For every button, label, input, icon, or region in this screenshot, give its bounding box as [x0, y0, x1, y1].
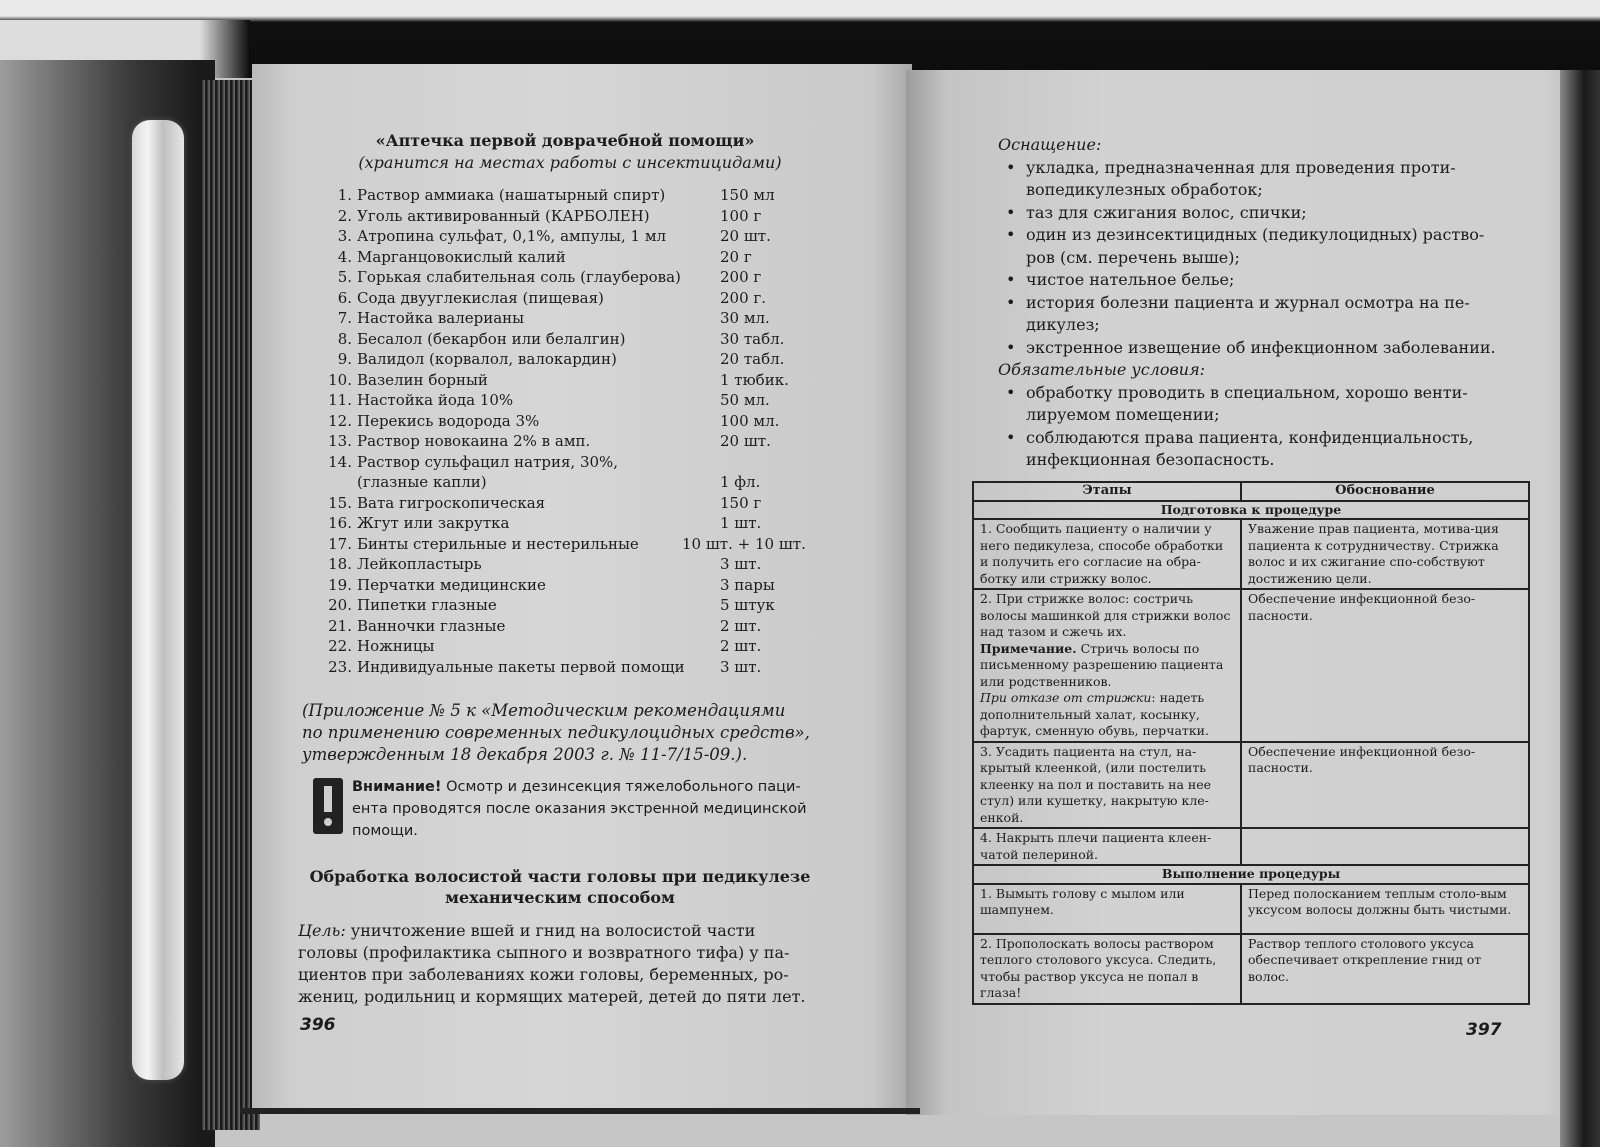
list-item: • чистое нательное белье; — [998, 269, 1498, 292]
kit-title: «Аптечка первой доврачебной помощи» — [375, 131, 755, 150]
step-cell: 1. Вымыть голову с мылом или шампунем. — [973, 884, 1241, 934]
item-quantity: 10 шт. + 10 шт. — [682, 534, 806, 553]
reason-cell: Перед полосканием теплым столо-вым уксусом волосы должны быть чистыми. — [1241, 884, 1529, 934]
item-quantity: 30 мл. — [720, 309, 770, 327]
item-name: Вазелин борный — [357, 370, 488, 389]
item-quantity: 1 тюбик. — [720, 370, 789, 389]
item-name: Настойка валерианы — [357, 309, 525, 327]
section-heading-line: механическим способом — [445, 888, 675, 907]
column-header: Этапы — [973, 482, 1241, 501]
list-item — [320, 431, 820, 452]
table-row — [973, 884, 1529, 934]
item-number: 7. — [337, 309, 352, 327]
item-name: Жгут или закрутка — [357, 514, 510, 532]
list-item — [320, 349, 820, 370]
item-name: Раствор аммиака (нашатырный спирт) — [357, 186, 666, 204]
item-name: Перекись водорода 3% — [357, 411, 540, 430]
list-item: • история болезни пациента и журнал осмотра на пе- дикулез; — [998, 292, 1498, 337]
note-label: Примечание. — [980, 640, 1077, 656]
step-text: 2. При стрижке волос: состричь волосы машинкой для стрижки волос над тазом и сжечь их. — [980, 591, 1231, 639]
list-item — [320, 657, 820, 678]
item-number: 2. — [337, 206, 352, 225]
list-item — [320, 636, 820, 657]
note-text: Стричь волосы по письменному разрешению пациента или родственников. — [980, 640, 1224, 689]
list-item — [320, 390, 820, 411]
item-number: 22. — [328, 637, 352, 655]
item-number: 10. — [328, 370, 352, 389]
item-quantity: 1 фл. — [720, 473, 761, 491]
warning-label: Внимание! — [352, 779, 442, 795]
list-item — [320, 493, 820, 514]
list-item — [320, 247, 820, 268]
step-cell: 1. Сообщить пациенту о наличии у него педикулеза, способе обработки и получить его согласие на обра-ботку или стрижку волос. — [973, 519, 1241, 589]
item-number: 6. — [337, 288, 352, 307]
appendix-note — [302, 700, 822, 766]
item-number: 5. — [337, 268, 352, 286]
table-row — [973, 519, 1529, 589]
list-item — [320, 370, 820, 391]
book-spine — [132, 120, 184, 1080]
item-quantity: 3 шт. — [720, 555, 762, 573]
table-header-row — [973, 482, 1529, 501]
item-name: Раствор новокаина 2% в амп. — [357, 432, 591, 450]
item-quantity: 20 г — [720, 247, 752, 266]
reason-cell: Обеспечение инфекционной безо-пасности. — [1241, 742, 1529, 829]
step-cell: 4. Накрыть плечи пациента клеен-чатой пелериной. — [973, 828, 1241, 865]
list-item — [320, 513, 820, 534]
list-item — [320, 329, 820, 350]
list-item: • таз для сжигания волос, спички; — [998, 202, 1498, 225]
item-number: 14. — [328, 452, 352, 471]
list-item — [320, 288, 820, 309]
appendix-note-line: по применению современных педикулоцидных средств», — [302, 723, 810, 742]
conditions-label: Обязательные условия: — [998, 360, 1206, 379]
appendix-note-line: (Приложение № 5 к «Методическим рекомендациями — [302, 701, 786, 720]
equipment-list — [998, 157, 1498, 360]
medicine-list — [320, 185, 820, 677]
step-cell: 2. Прополоскать волосы раствором теплого столового уксуса. Следить, чтобы раствор уксуса не попал в глаза! — [973, 934, 1241, 1004]
warning-text: ента проводятся после оказания экстренной медицинской — [352, 801, 807, 817]
item-name: Пипетки глазные — [357, 596, 497, 614]
list-item: • один из дезинсектицидных (педикулоцидных) раство- ров (см. перечень выше); — [998, 224, 1498, 269]
list-item — [320, 534, 820, 555]
goal-paragraph — [298, 920, 822, 1008]
item-number: 12. — [328, 411, 352, 430]
item-quantity: 20 шт. — [720, 227, 771, 245]
list-item: • обработку проводить в специальном, хорошо венти- лируемом помещении; — [998, 382, 1498, 427]
refusal-label: При отказе от стрижки — [980, 690, 1152, 705]
item-number: 17. — [328, 534, 352, 553]
procedure-table — [972, 481, 1530, 1005]
item-quantity: 2 шт. — [720, 637, 762, 655]
list-item — [320, 206, 820, 227]
conditions-list — [998, 382, 1498, 472]
item-name: Индивидуальные пакеты первой помощи — [357, 657, 685, 676]
page-bottom-edge — [240, 1108, 920, 1114]
reason-cell — [1241, 828, 1529, 865]
reason-cell: Обеспечение инфекционной безо-пасности. — [1241, 589, 1529, 742]
item-number: 1. — [337, 186, 352, 204]
list-item: • соблюдаются права пациента, конфиденциальность, инфекционная безопасность. — [998, 427, 1498, 472]
list-item — [320, 185, 820, 206]
list-item — [320, 267, 820, 288]
book-right-edge — [1560, 70, 1600, 1147]
goal-text: циентов при заболеваниях кожи головы, беременных, ро- — [298, 965, 789, 984]
item-quantity: 3 шт. — [720, 657, 762, 676]
list-item — [320, 308, 820, 329]
item-name: Настойка йода 10% — [357, 391, 514, 409]
item-quantity: 5 штук — [720, 596, 775, 614]
list-item — [320, 616, 820, 637]
item-quantity: 3 пары — [720, 575, 775, 594]
table-section-row — [973, 865, 1529, 884]
exclamation-icon — [313, 778, 343, 834]
reason-cell: Раствор теплого столового уксуса обеспечивает открепление гнид от волос. — [1241, 934, 1529, 1004]
equipment-label: Оснащение: — [998, 135, 1102, 154]
item-quantity: 200 г — [720, 268, 762, 286]
list-item: • экстренное извещение об инфекционном заболевании. — [998, 337, 1498, 360]
item-number: 3. — [337, 227, 352, 245]
item-quantity: 20 шт. — [720, 432, 771, 450]
item-number: 13. — [328, 432, 352, 450]
item-number: 20. — [328, 596, 352, 614]
item-name: Лейкопластырь — [357, 555, 482, 573]
item-number: 9. — [337, 350, 352, 368]
page-number-right: 397 — [1466, 1020, 1502, 1040]
list-item — [320, 452, 820, 493]
page-number-left: 396 — [300, 1015, 336, 1035]
item-name: Бинты стерильные и нестерильные — [357, 534, 639, 553]
item-number: 23. — [328, 657, 352, 676]
item-quantity: 1 шт. — [720, 514, 762, 532]
item-quantity: 2 шт. — [720, 616, 762, 635]
item-quantity: 150 г — [720, 493, 762, 512]
goal-text: головы (профилактика сыпного и возвратного тифа) у па- — [298, 943, 790, 962]
step-cell — [973, 589, 1241, 742]
section-label: Подготовка к процедуре — [973, 501, 1529, 520]
item-name: Горькая слабительная соль (глауберова) — [357, 268, 681, 286]
section-heading-line: Обработка волосистой части головы при педикулезе — [309, 867, 811, 886]
warning-text: помощи. — [352, 823, 418, 839]
item-name: Раствор сульфацил натрия, 30%, — [357, 452, 619, 471]
item-name: Сода двууглекислая (пищевая) — [357, 288, 604, 307]
reason-cell: Уважение прав пациента, мотива-ция пациента к сотрудничеству. Стрижка волос и их сжигание спо-собствуют достижению цели. — [1241, 519, 1529, 589]
step-cell: 3. Усадить пациента на стул, на-крытый клеенкой, (или постелить клеенку на пол и поставить на нее стул) или кушетку, накрытую кле-енкой. — [973, 742, 1241, 829]
column-header: Обоснование — [1241, 482, 1529, 501]
warning-text: Осмотр и дезинсекция тяжелобольного паци- — [441, 779, 801, 795]
item-number: 8. — [337, 329, 352, 348]
refusal-text: : надеть дополнительный халат, косынку, фартук, сменную обувь, перчатки. — [980, 690, 1209, 738]
goal-text: уничтожение вшей и гнид на волосистой части — [345, 921, 756, 940]
kit-subtitle: (хранится на местах работы с инсектицидами) — [358, 153, 782, 172]
item-number: 19. — [328, 575, 352, 594]
list-item — [320, 226, 820, 247]
equipment-section — [998, 134, 1498, 472]
item-name: Перчатки медицинские — [357, 575, 546, 594]
item-name: Атропина сульфат, 0,1%, ампулы, 1 мл — [357, 227, 667, 245]
item-name: Марганцовокислый калий — [357, 247, 566, 266]
item-name: Вата гигроскопическая — [357, 493, 546, 512]
list-item — [320, 595, 820, 616]
item-quantity: 30 табл. — [720, 329, 785, 348]
item-number: 11. — [328, 391, 352, 409]
item-quantity: 20 табл. — [720, 350, 785, 368]
item-name-continued: (глазные капли) — [357, 473, 487, 491]
table-section-row — [973, 501, 1529, 520]
item-number: 18. — [328, 555, 352, 573]
item-number: 4. — [337, 247, 352, 266]
item-quantity: 150 мл — [720, 186, 775, 204]
goal-text: жениц, родильниц и кормящих матерей, детей до пяти лет. — [298, 987, 806, 1006]
section-label: Выполнение процедуры — [973, 865, 1529, 884]
section-heading — [300, 866, 820, 908]
item-name: Бесалол (бекарбон или белалгин) — [357, 329, 626, 348]
item-number: 16. — [328, 514, 352, 532]
table-row — [973, 589, 1529, 742]
item-name: Ножницы — [357, 637, 435, 655]
item-name: Валидол (корвалол, валокардин) — [357, 350, 617, 368]
list-item — [320, 575, 820, 596]
table-row — [973, 742, 1529, 829]
goal-label: Цель: — [298, 921, 346, 940]
table-row — [973, 934, 1529, 1004]
table-row — [973, 828, 1529, 865]
item-name: Ванночки глазные — [357, 616, 506, 635]
list-item — [320, 554, 820, 575]
item-number: 15. — [328, 493, 352, 512]
list-item: • укладка, предназначенная для проведения проти- вопедикулезных обработок; — [998, 157, 1498, 202]
item-name: Уголь активированный (КАРБОЛЕН) — [357, 206, 650, 225]
page-edges — [200, 80, 260, 1130]
item-quantity: 100 мл. — [720, 411, 780, 430]
item-quantity: 100 г — [720, 206, 762, 225]
list-item — [320, 411, 820, 432]
item-number: 21. — [328, 616, 352, 635]
appendix-note-line: утвержденным 18 декабря 2003 г. № 11-7/15-09.). — [302, 745, 748, 764]
item-quantity: 50 мл. — [720, 391, 770, 409]
warning-box — [352, 776, 822, 842]
item-quantity: 200 г. — [720, 288, 767, 307]
